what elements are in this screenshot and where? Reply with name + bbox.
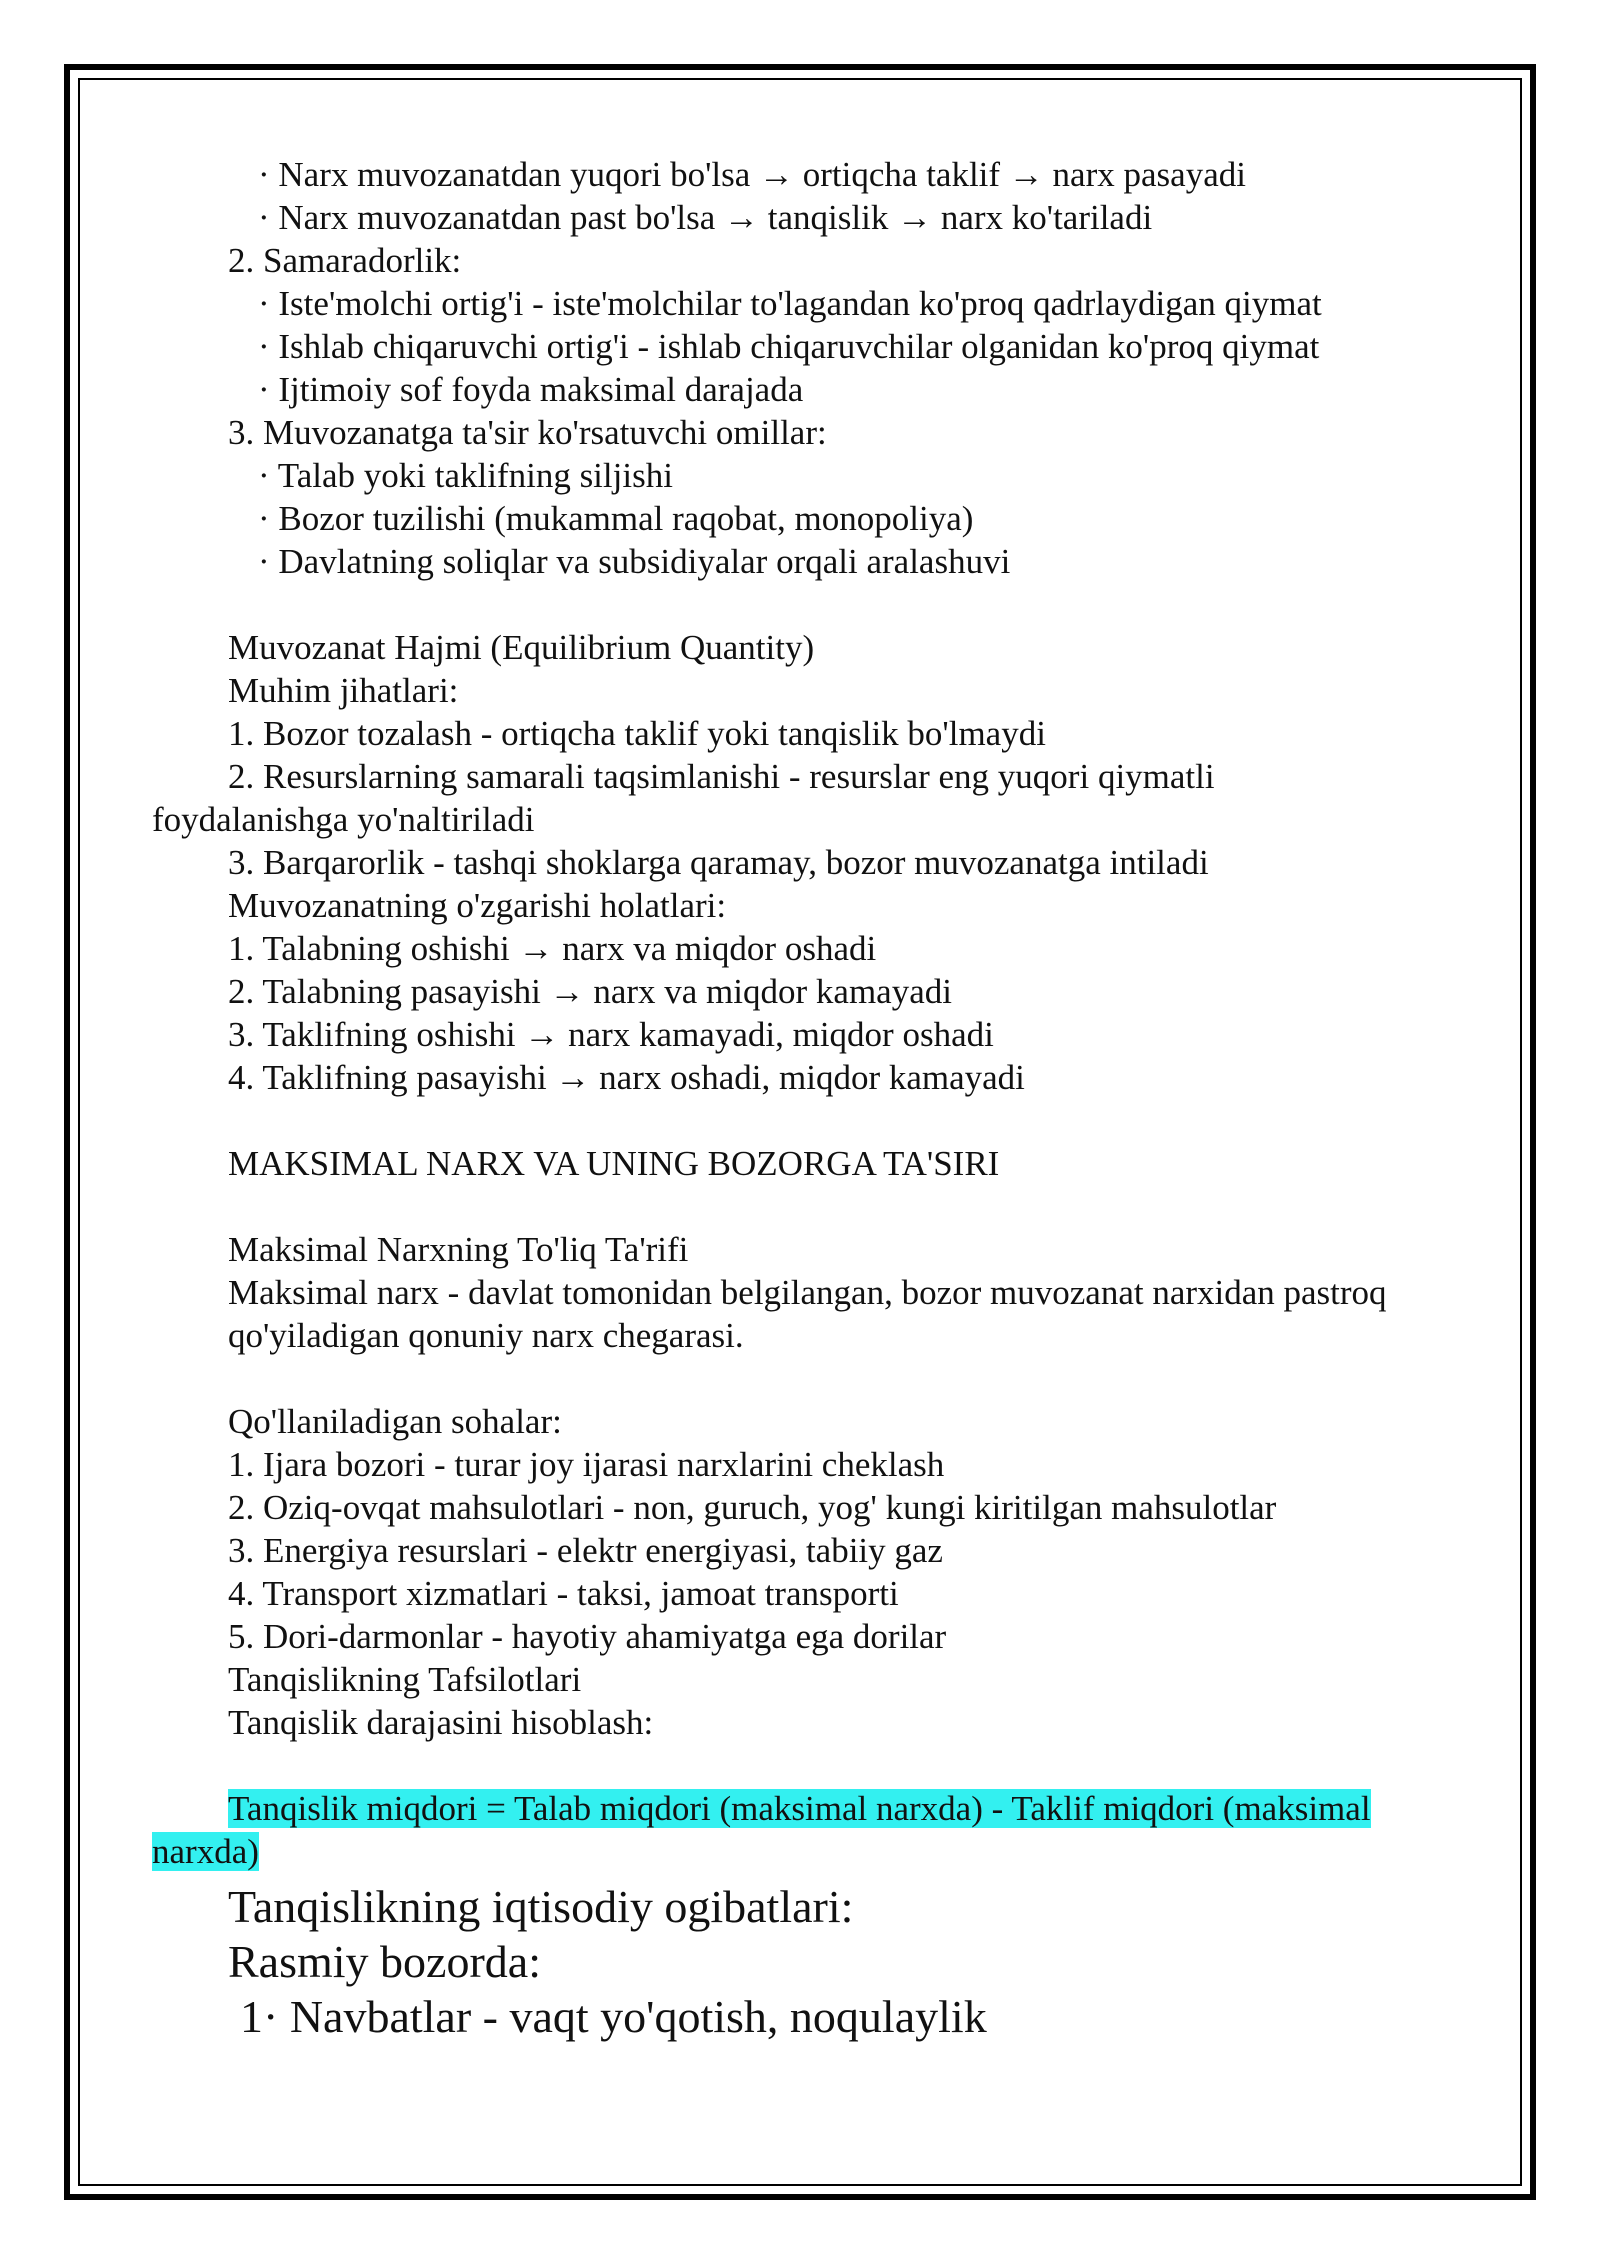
max-price-definition-line2: qo'yiladigan qonuniy narx chegarasi. <box>228 1316 744 1355</box>
max-price-heading: MAKSIMAL NARX VA UNING BOZORGA TA'SIRI <box>228 1144 1000 1183</box>
bullet-market-structure: · Bozor tuzilishi (mukammal raqobat, monopoliya) <box>258 499 974 538</box>
change-item-4: 4. Taklifning pasayishi → narx oshadi, miqdor kamayadi <box>228 1058 1025 1097</box>
quantity-item-2-line1: 2. Resurslarning samarali taqsimlanishi - resurslar eng yuqori qiymatli <box>228 757 1215 796</box>
section-quantity-title: Muvozanat Hajmi (Equilibrium Quantity) <box>228 628 815 667</box>
bullet-government: · Davlatning soliqlar va subsidiyalar orqali aralashuvi <box>258 542 1011 581</box>
formula-highlight-1: Tanqislik miqdori = Talab miqdori (maksimal narxda) - Taklif miqdori (maksimal <box>228 1789 1371 1828</box>
area-item-3: 3. Energiya resurslari - elektr energiyasi, tabiiy gaz <box>228 1531 943 1570</box>
change-item-3: 3. Taklifning oshishi → narx kamayadi, miqdor oshadi <box>228 1015 994 1054</box>
shortage-calc-label: Tanqislik darajasini hisoblash: <box>228 1703 654 1742</box>
bullet-price-above: · Narx muvozanatdan yuqori bo'lsa → ortiqcha taklif → narx pasayadi <box>258 155 1246 194</box>
formula-highlight-2: narxda) <box>152 1832 259 1871</box>
change-item-2: 2. Talabning pasayishi → narx va miqdor kamayadi <box>228 972 952 1011</box>
area-item-2: 2. Oziq-ovqat mahsulotlari - non, guruch, yog' kungi kiritilgan mahsulotlar <box>228 1488 1277 1527</box>
area-item-5: 5. Dori-darmonlar - hayotiy ahamiyatga ega dorilar <box>228 1617 947 1656</box>
bullet-consumer-surplus: · Iste'molchi ortig'i - iste'molchilar to'lagandan ko'proq qadrlaydigan qiymat <box>258 284 1322 323</box>
bullet-price-below: · Narx muvozanatdan past bo'lsa → tanqislik → narx ko'tariladi <box>258 198 1153 237</box>
change-item-1: 1. Talabning oshishi → narx va miqdor oshadi <box>228 929 877 968</box>
area-item-4: 4. Transport xizmatlari - taksi, jamoat transporti <box>228 1574 899 1613</box>
bullet-shift: · Talab yoki taklifning siljishi <box>258 456 673 495</box>
max-price-definition-title: Maksimal Narxning To'liq Ta'rifi <box>228 1230 689 1269</box>
shortage-details-title: Tanqislikning Tafsilotlari <box>228 1660 582 1699</box>
quantity-item-2-line2: foydalanishga yo'naltiriladi <box>152 800 535 839</box>
bullet-producer-surplus: · Ishlab chiqaruvchi ortig'i - ishlab chiqaruvchilar olganidan ko'proq qiymat <box>258 327 1320 366</box>
max-price-definition-line1: Maksimal narx - davlat tomonidan belgilangan, bozor muvozanat narxidan pastroq <box>228 1273 1387 1312</box>
consequences-title: Tanqislikning iqtisodiy ogibatlari: <box>228 1881 854 1932</box>
bullet-social-welfare: · Ijtimoiy sof foyda maksimal darajada <box>258 370 804 409</box>
area-item-1: 1. Ijara bozori - turar joy ijarasi narxlarini cheklash <box>228 1445 945 1484</box>
consequence-item-1: 1· Navbatlar - vaqt yo'qotish, noqulaylik <box>240 1991 987 2042</box>
areas-label: Qo'llaniladigan sohalar: <box>228 1402 562 1441</box>
shortage-formula-line1 <box>228 1788 1371 1830</box>
quantity-item-1: 1. Bozor tozalash - ortiqcha taklif yoki tanqislik bo'lmaydi <box>228 714 1046 753</box>
item-efficiency-title: 2. Samaradorlik: <box>228 241 462 280</box>
item-factors-title: 3. Muvozanatga ta'sir ko'rsatuvchi omillar: <box>228 413 827 452</box>
changes-label: Muvozanatning o'zgarishi holatlari: <box>228 886 727 925</box>
important-aspects-label: Muhim jihatlari: <box>228 671 459 710</box>
quantity-item-3: 3. Barqarorlik - tashqi shoklarga qaramay, bozor muvozanatga intiladi <box>228 843 1209 882</box>
shortage-formula-line2 <box>152 1831 259 1873</box>
official-market-label: Rasmiy bozorda: <box>228 1936 541 1987</box>
